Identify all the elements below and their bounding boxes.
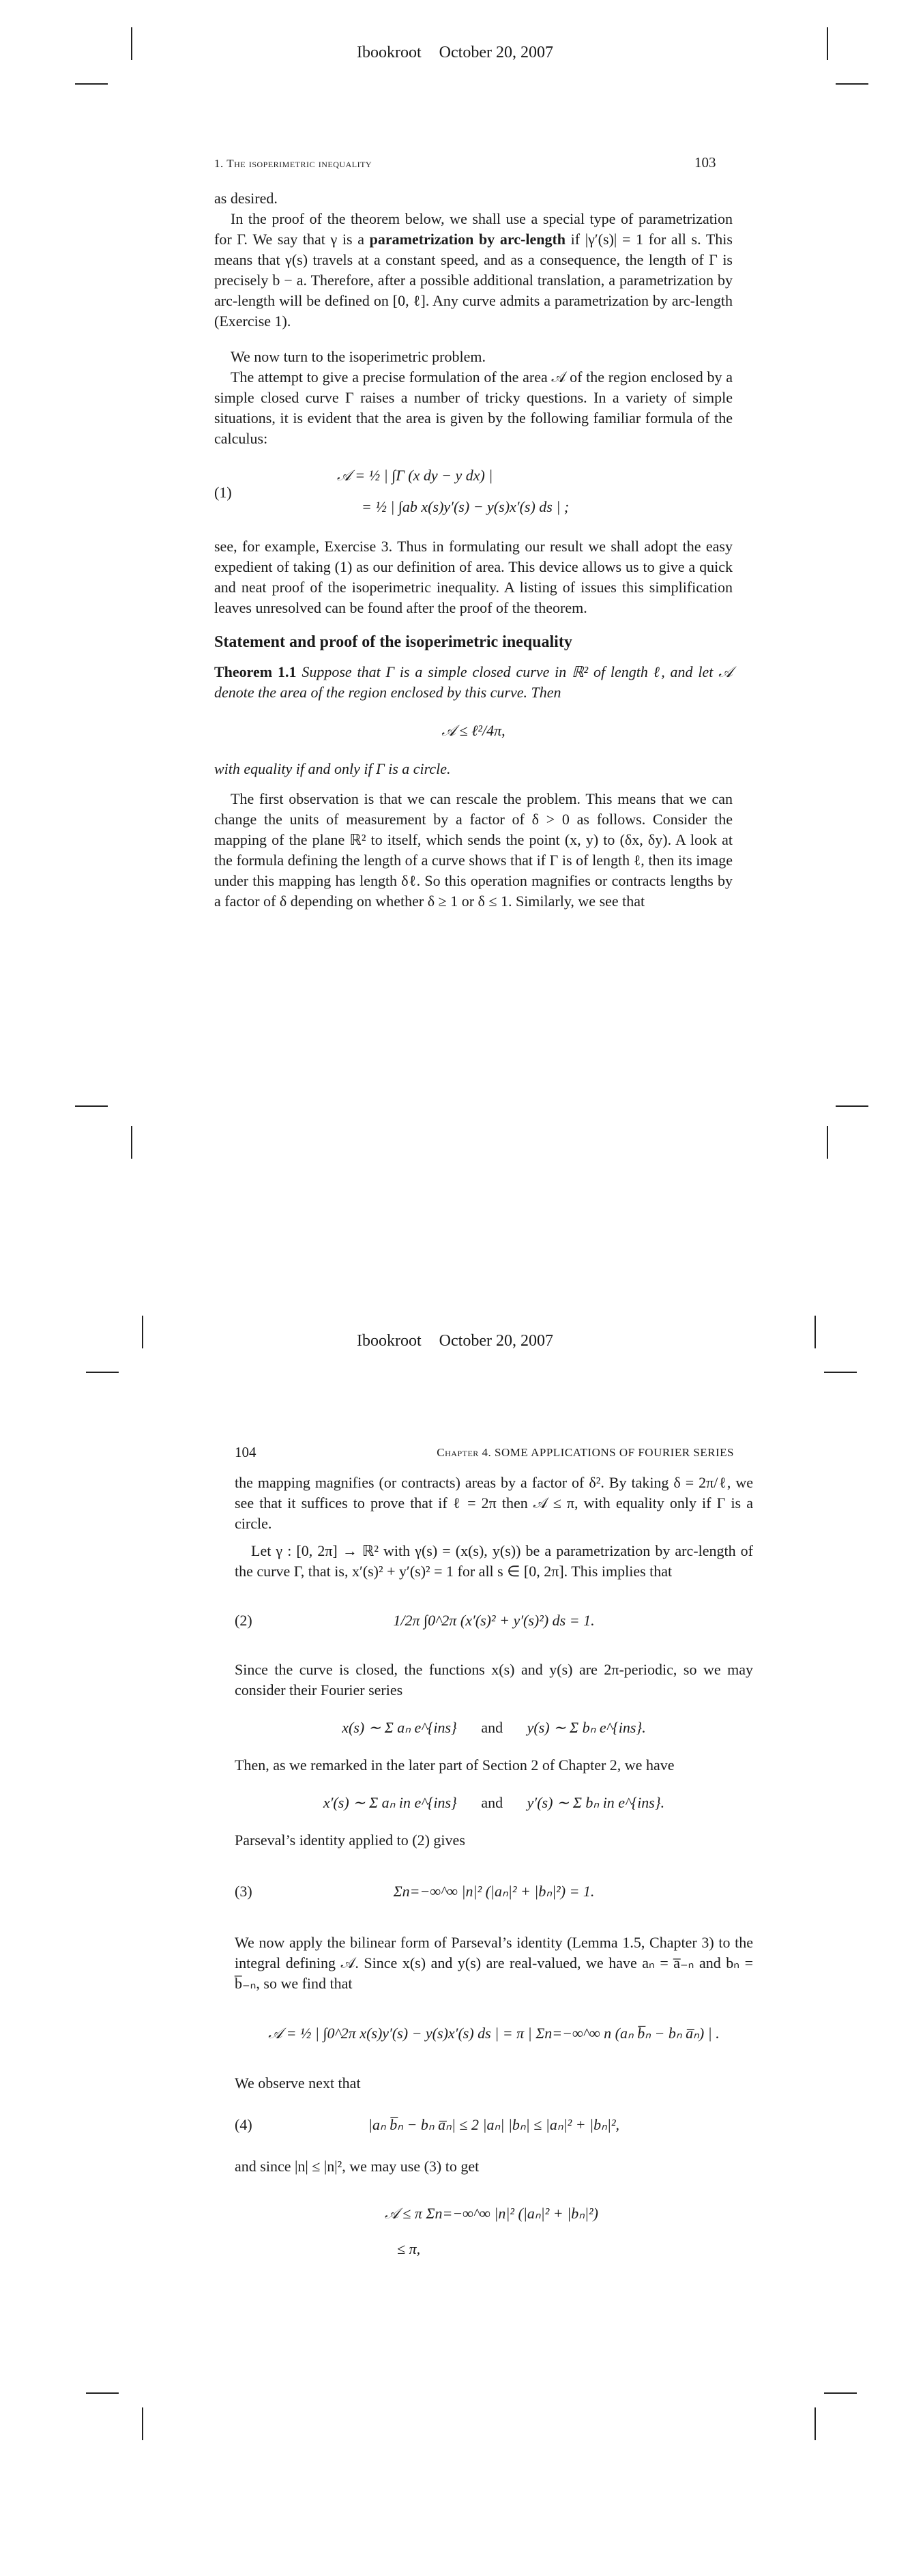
running-head (0, 44, 910, 62)
equation-2 (235, 1597, 753, 1645)
page-body (214, 188, 733, 912)
crop-mark (814, 2407, 816, 2440)
paragraph: We observe next that (235, 2074, 361, 2092)
paragraph: Parseval’s identity applied to (2) gives (235, 1832, 465, 1849)
equation-line: 𝒜 = ½ | ∫0^2π x(s)y′(s) − y(s)x′(s) ds | = π | Σn=−∞^∞ n (aₙ b̅ₙ − bₙ a̅ₙ) | . (268, 2025, 720, 2042)
theorem-inequality (214, 714, 733, 748)
crop-mark (131, 1126, 132, 1159)
theorem-text: with equality if and only if Γ is a circle. (214, 760, 451, 777)
equation-part: y′(s) ∼ Σ bₙ in e^{ins}. (527, 1794, 665, 1811)
equation-line: 𝒜 ≤ ℓ²/4π, (441, 722, 505, 739)
equation-line: |aₙ b̅ₙ − bₙ a̅ₙ| ≤ 2 |aₙ| |bₙ| ≤ |aₙ|² + |bₙ|², (368, 2116, 620, 2133)
fourier-derivative-series (235, 1786, 753, 1819)
page-number: 104 (235, 1444, 256, 1460)
crop-mark (836, 83, 868, 85)
area-equation (235, 2006, 753, 2061)
chapter-header: Chapter 4. SOME APPLICATIONS OF FOURIER SERIES (437, 1446, 734, 1459)
theorem-text: Suppose that Γ is a simple closed curve in ℝ² of length ℓ, and let 𝒜 denote the area of the region enclosed by this curve. Then (214, 663, 733, 701)
page-number: 103 (694, 154, 716, 171)
section-title: Statement and proof of the isoperimetric inequality (214, 633, 572, 651)
running-head-author: Ibookroot (357, 44, 422, 61)
equation-line: ≤ π, (397, 2240, 421, 2257)
equation-line: Σn=−∞^∞ |n|² (|aₙ|² + |bₙ|²) = 1. (393, 1883, 595, 1900)
equation-label: (4) (235, 2116, 252, 2133)
crop-mark (86, 1372, 119, 1373)
paragraph: The attempt to give a precise formulation of the area 𝒜 of the region enclosed by a simple closed curve Γ raises a number of tricky questions. In a variety of simple situations, it is evident that the area is given by the following familiar formula of the calculus: (214, 368, 733, 447)
crop-mark (827, 1126, 828, 1159)
crop-mark (75, 1105, 108, 1107)
crop-mark (836, 1105, 868, 1107)
equation-part: x′(s) ∼ Σ aₙ in e^{ins} (323, 1794, 457, 1811)
equation-line: 1/2π ∫0^2π (x′(s)² + y′(s)²) ds = 1. (393, 1612, 595, 1629)
equation-line: 𝒜 ≤ π Σn=−∞^∞ |n|² (|aₙ|² + |bₙ|²) (385, 2205, 598, 2222)
page-body (235, 1473, 753, 2282)
running-head-date: October 20, 2007 (439, 1332, 553, 1350)
paragraph: We now turn to the isoperimetric problem. (231, 348, 486, 365)
equation-4 (235, 2109, 753, 2141)
crop-mark (824, 2392, 857, 2394)
paragraph: Let γ : [0, 2π] → ℝ² with γ(s) = (x(s), y(s)) be a parametrization by arc-length of the curve Γ, that is, x′(s)² + y′(s)² = 1 for all s ∈ [0, 2π]. This implies that (235, 1542, 753, 1580)
section-header: 1. The isoperimetric inequality (214, 157, 372, 170)
equation-part: x(s) ∼ Σ aₙ e^{ins} (342, 1719, 457, 1736)
equation-connector: and (481, 1719, 503, 1736)
equation-label: (1) (214, 484, 232, 501)
equation-part: y(s) ∼ Σ bₙ e^{ins}. (527, 1719, 646, 1736)
crop-mark (86, 2392, 119, 2394)
equation-connector: and (481, 1794, 503, 1811)
equation-label: (3) (235, 1883, 252, 1900)
crop-mark (142, 2407, 143, 2440)
paragraph: Since the curve is closed, the functions x(s) and y(s) are 2π-periodic, so we may consider their Fourier series (235, 1661, 753, 1698)
paragraph: as desired. (214, 190, 278, 207)
equation-label: (2) (235, 1612, 252, 1629)
text: if |γ′(s)| = 1 for all s. This means that γ(s) travels at a constant speed, and as a consequence, the length of Γ is precisely b − a. Therefore, after a possible additional translation, a parametrization by arc-length will be defined on [0, ℓ]. Any curve admits a parametrization by arc-length (Exercise 1). (214, 231, 733, 330)
equation-1 (214, 460, 733, 525)
paragraph: see, for example, Exercise 3. Thus in formulating our result we shall adopt the easy expedient of taking (1) as our definition of area. This device allows us to give a quick and neat proof of the isoperimetric inequality. A listing of issues this simplification leaves unresolved can be found after the proof of the theorem. (214, 538, 733, 616)
paragraph: We now apply the bilinear form of Parseval’s identity (Lemma 1.5, Chapter 3) to the integral defining 𝒜. Since x(s) and y(s) are real-valued, we have aₙ = a̅₋ₙ and bₙ = b̅₋ₙ, so we find that (235, 1934, 753, 1992)
equation-line: = ½ | ∫ab x(s)y′(s) − y(s)x′(s) ds | ; (362, 498, 570, 515)
paragraph-arclength (214, 209, 733, 332)
page-104 (0, 1288, 910, 2576)
paragraph: The first observation is that we can rescale the problem. This means that we can change the units of measurement by a factor of δ > 0 as follows. Consider the mapping of the plane ℝ² to itself, which sends the point (x, y) to (δx, δy). A look at the formula defining the length of a curve shows that if Γ is of length ℓ, then its image under this mapping has length δℓ. So this operation magnifies or contracts lengths by a factor of δ depending on whether δ ≥ 1 or δ ≤ 1. Similarly, we see that (214, 790, 733, 910)
defined-term: parametrization by arc-length (369, 231, 566, 248)
text: In the proof of the theorem below, we shall use a special type of parametrization for Γ. We say that γ is a (214, 210, 733, 248)
theorem (214, 662, 733, 703)
theorem-head: Theorem 1.1 (214, 663, 297, 680)
paragraph: Then, as we remarked in the later part of Section 2 of Chapter 2, we have (235, 1756, 675, 1774)
paragraph: the mapping magnifies (or contracts) areas by a factor of δ². By taking δ = 2π/ℓ, we see that it suffices to prove that if ℓ = 2π then 𝒜 ≤ π, with equality only if Γ is a circle. (235, 1474, 753, 1532)
running-head-date: October 20, 2007 (439, 44, 553, 61)
equation-line: 𝒜 = ½ | ∫Γ (x dy − y dx) | (337, 467, 493, 484)
crop-mark (75, 83, 108, 85)
running-head (0, 1332, 910, 1350)
fourier-series (235, 1711, 753, 1744)
final-inequality (235, 2192, 753, 2267)
paragraph: and since |n| ≤ |n|², we may use (3) to get (235, 2158, 480, 2175)
equation-3 (235, 1866, 753, 1917)
running-head-author: Ibookroot (357, 1332, 422, 1350)
crop-mark (824, 1372, 857, 1373)
